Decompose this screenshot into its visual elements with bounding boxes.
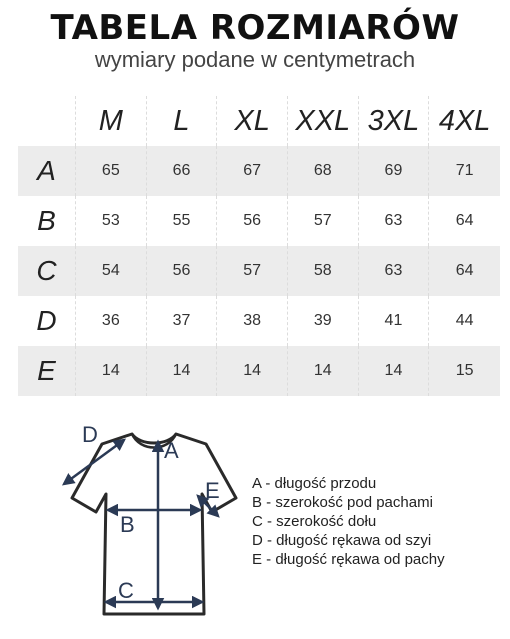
size-header: XL (217, 96, 288, 146)
row-label: D (18, 296, 76, 346)
table-cell: 15 (429, 346, 500, 396)
table-cell: 68 (288, 146, 359, 196)
table-cell: 57 (217, 246, 288, 296)
label-a: A (164, 438, 179, 463)
table-cell: 58 (288, 246, 359, 296)
table-cell: 65 (76, 146, 147, 196)
size-header: M (76, 96, 147, 146)
table-row (18, 296, 500, 346)
table-cell: 14 (76, 346, 147, 396)
size-header: XXL (288, 96, 359, 146)
tshirt-diagram (40, 412, 250, 627)
size-header: 3XL (359, 96, 430, 146)
table-row (18, 246, 500, 296)
table-cell: 54 (76, 246, 147, 296)
page-title: TABELA ROZMIARÓW (50, 8, 460, 48)
table-cell: 69 (359, 146, 430, 196)
legend-item: A - długość przodu (252, 475, 377, 492)
table-cell: 39 (288, 296, 359, 346)
table-row (18, 346, 500, 396)
table-cell: 44 (455, 312, 474, 329)
label-e: E (205, 478, 220, 503)
size-table (18, 96, 500, 396)
table-cell: 53 (76, 196, 147, 246)
legend-item: C - szerokość dołu (252, 513, 377, 530)
row-label: E (18, 346, 76, 396)
row-label: B (18, 196, 76, 246)
corner-cell (18, 96, 76, 146)
table-cell: 56 (147, 246, 218, 296)
table-cell: 66 (147, 146, 218, 196)
table-cell: 64 (455, 212, 474, 229)
legend (252, 474, 445, 569)
table-cell: 38 (217, 296, 288, 346)
table-cell: 63 (359, 246, 430, 296)
table-cell: 14 (217, 346, 288, 396)
table-cell: 64 (429, 246, 500, 296)
table-cell: 37 (147, 296, 218, 346)
label-c: C (118, 578, 134, 603)
legend-item: E - długość rękawa od pachy (252, 551, 445, 568)
table-row (18, 146, 500, 196)
label-d: D (82, 422, 98, 447)
table-row (18, 196, 500, 246)
table-cell: 67 (217, 146, 288, 196)
table-cell: 14 (288, 346, 359, 396)
table-cell: 57 (288, 196, 359, 246)
row-label: C (18, 246, 76, 296)
label-b: B (120, 512, 135, 537)
row-label: A (18, 146, 76, 196)
table-cell: 36 (76, 296, 147, 346)
table-cell: 14 (147, 346, 218, 396)
size-header: L (147, 96, 218, 146)
table-cell: 56 (217, 196, 288, 246)
legend-item: D - długość rękawa od szyi (252, 532, 432, 549)
table-cell: 14 (359, 346, 430, 396)
size-header-row (18, 96, 500, 146)
table-cell: 71 (429, 146, 500, 196)
legend-item: B - szerokość pod pachami (252, 494, 433, 511)
table-cell: 55 (147, 196, 218, 246)
table-cell: 41 (359, 296, 430, 346)
page-subtitle: wymiary podane w centymetrach (94, 47, 416, 72)
size-header: 4XL (438, 104, 491, 137)
table-cell: 63 (359, 196, 430, 246)
